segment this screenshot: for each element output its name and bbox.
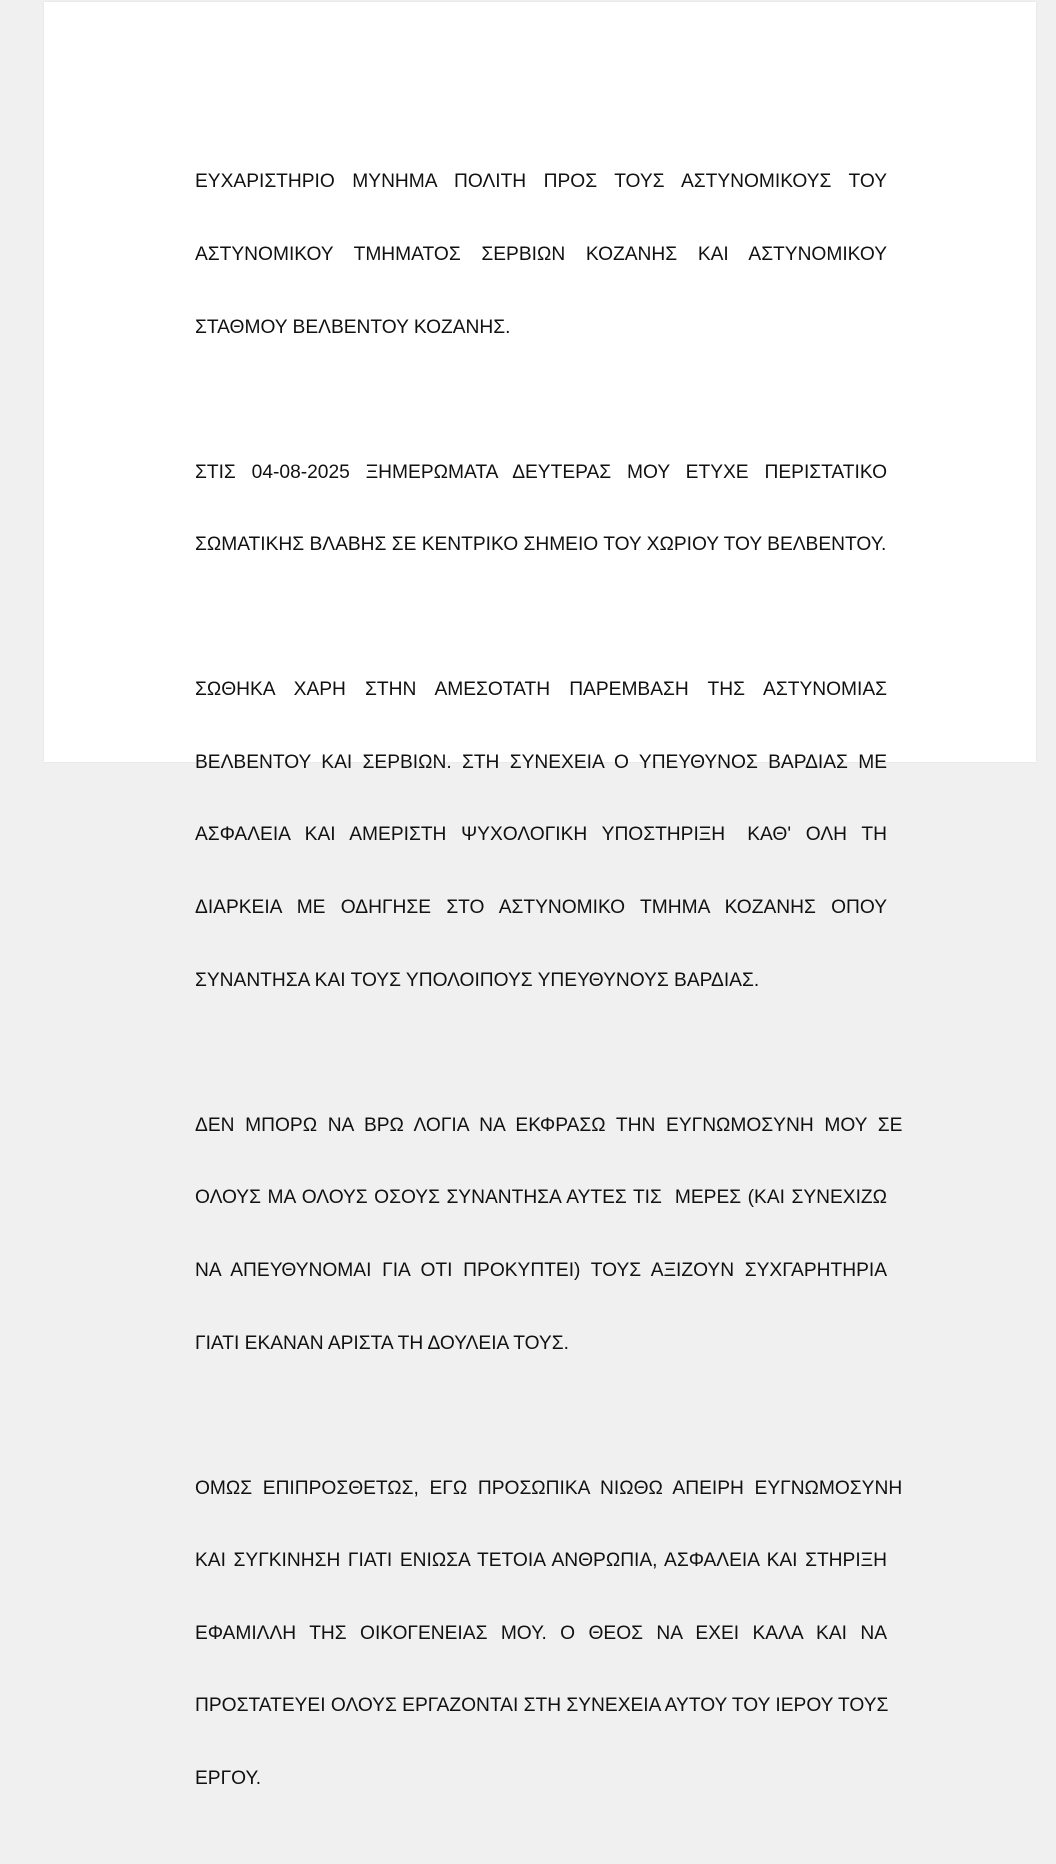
text-line: ΑΣΤΥΝΟΜΙΚΟΥ ΤΜΗΜΑΤΟΣ ΣΕΡΒΙΩΝ ΚΟΖΑΝΗΣ ΚΑΙ ΑΣΤΥΝΟΜΙΚΟΥ bbox=[195, 244, 887, 266]
text-line: ΔΕΝ ΜΠΟΡΩ ΝΑ ΒΡΩ ΛΟΓΙΑ ΝΑ ΕΚΦΡΑΣΩ ΤΗΝ ΕΥΓΝΩΜΟΣΥΝΗ ΜΟΥ ΣΕ bbox=[195, 1114, 903, 1136]
paragraph-title bbox=[195, 122, 887, 388]
text-line: ΒΕΛΒΕΝΤΟΥ ΚΑΙ ΣΕΡΒΙΩΝ. ΣΤΗ ΣΥΝΕΧΕΙΑ Ο ΥΠΕΥΘΥΝΟΣ ΒΑΡΔΙΑΣ ΜΕ bbox=[195, 751, 887, 773]
text-line: ΕΡΓΟΥ. bbox=[195, 1768, 262, 1789]
text-line: ΚΑΙ ΣΥΓΚΙΝΗΣΗ ΓΙΑΤΙ ΕΝΙΩΣΑ ΤΕΤΟΙΑ ΑΝΘΡΩΠΙΑ, ΑΣΦΑΛΕΙΑ ΚΑΙ ΣΤΗΡΙΞΗ bbox=[195, 1550, 887, 1572]
text-line: ΕΥΧΑΡΙΣΤΗΡΙΟ ΜΥΝΗΜΑ ΠΟΛΙΤΗ ΠΡΟΣ ΤΟΥΣ ΑΣΤΥΝΟΜΙΚΟΥΣ ΤΟΥ bbox=[195, 171, 887, 193]
text-line: ΟΜΩΣ ΕΠΙΠΡΟΣΘΕΤΩΣ, ΕΓΩ ΠΡΟΣΩΠΙΚΑ ΝΙΩΘΩ ΑΠΕΙΡΗ ΕΥΓΝΩΜΟΣΥΝΗ bbox=[195, 1477, 903, 1499]
text-line: ΟΛΟΥΣ ΜΑ ΟΛΟΥΣ ΟΣΟΥΣ ΣΥΝΑΝΤΗΣΑ ΑΥΤΕΣ ΤΙΣ ΜΕΡΕΣ (ΚΑΙ ΣΥΝΕΧΙΖΩ bbox=[195, 1187, 887, 1209]
paragraph-gratitude bbox=[195, 1065, 903, 1404]
text-line: ΣΤΙΣ 04-08-2025 ΞΗΜΕΡΩΜΑΤΑ ΔΕΥΤΕΡΑΣ ΜΟΥ ΕΤΥΧΕ ΠΕΡΙΣΤΑΤΙΚΟ bbox=[195, 461, 887, 483]
paragraph-incident bbox=[195, 412, 887, 606]
document-body bbox=[195, 122, 903, 1864]
text-line: ΠΡΟΣΤΑΤΕΥΕΙ ΟΛΟΥΣ ΕΡΓΑΖΟΝΤΑΙ ΣΤΗ ΣΥΝΕΧΕΙΑ ΑΥΤΟΥ ΤΟΥ ΙΕΡΟΥ ΤΟΥΣ bbox=[195, 1695, 889, 1717]
text-line: ΕΦΑΜΙΛΛΗ ΤΗΣ ΟΙΚΟΓΕΝΕΙΑΣ ΜΟΥ. Ο ΘΕΟΣ ΝΑ ΕΧΕΙ ΚΑΛΑ ΚΑΙ ΝΑ bbox=[195, 1622, 887, 1644]
text-line: ΔΙΑΡΚΕΙΑ ΜΕ ΟΔΗΓΗΣΕ ΣΤΟ ΑΣΤΥΝΟΜΙΚΟ ΤΜΗΜΑ ΚΟΖΑΝΗΣ ΟΠΟΥ bbox=[195, 897, 887, 919]
document-page bbox=[44, 2, 1036, 1789]
paragraph-rescue bbox=[195, 630, 887, 1041]
text-line: ΝΑ ΑΠΕΥΘΥΝΟΜΑΙ ΓΙΑ ΟΤΙ ΠΡΟΚΥΠΤΕΙ) ΤΟΥΣ ΑΞΙΖΟΥΝ ΣΥΧΓΑΡΗΤΗΡΙΑ bbox=[195, 1259, 887, 1281]
paragraph-closing bbox=[195, 1428, 903, 1839]
text-line: ΣΩΜΑΤΙΚΗΣ ΒΛΑΒΗΣ ΣΕ ΚΕΝΤΡΙΚΟ ΣΗΜΕΙΟ ΤΟΥ ΧΩΡΙΟΥ ΤΟΥ ΒΕΛΒΕΝΤΟΥ. bbox=[195, 534, 887, 556]
text-line: ΣΩΘΗΚΑ ΧΑΡΗ ΣΤΗΝ ΑΜΕΣΟΤΑΤΗ ΠΑΡΕΜΒΑΣΗ ΤΗΣ ΑΣΤΥΝΟΜΙΑΣ bbox=[195, 679, 887, 701]
text-line: ΑΣΦΑΛΕΙΑ ΚΑΙ ΑΜΕΡΙΣΤΗ ΨΥΧΟΛΟΓΙΚΗ ΥΠΟΣΤΗΡΙΞΗ ΚΑΘ' ΟΛΗ ΤΗ bbox=[195, 824, 887, 846]
text-line: ΣΤΑΘΜΟΥ ΒΕΛΒΕΝΤΟΥ ΚΟΖΑΝΗΣ. bbox=[195, 316, 511, 338]
text-line: ΣΥΝΑΝΤΗΣΑ ΚΑΙ ΤΟΥΣ ΥΠΟΛΟΙΠΟΥΣ ΥΠΕΥΘΥΝΟΥΣ ΒΑΡΔΙΑΣ. bbox=[195, 969, 760, 991]
text-line: ΓΙΑΤΙ ΕΚΑΝΑΝ ΑΡΙΣΤΑ ΤΗ ΔΟΥΛΕΙΑ ΤΟΥΣ. bbox=[195, 1332, 569, 1354]
